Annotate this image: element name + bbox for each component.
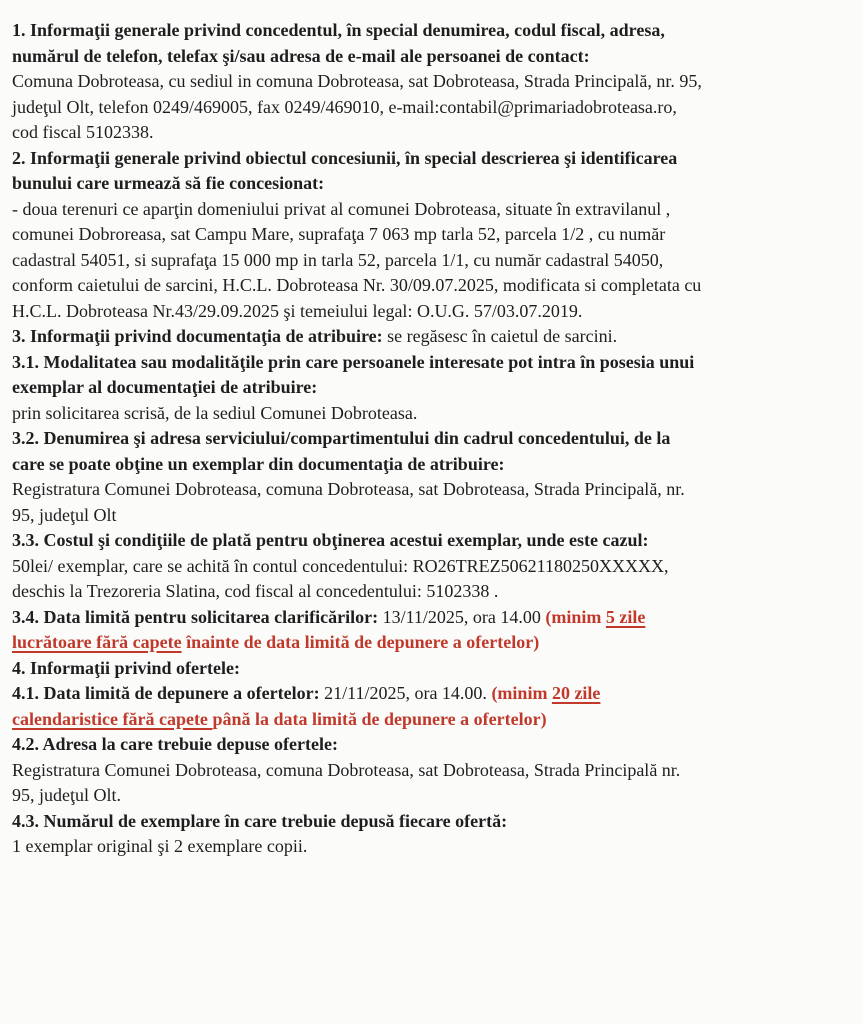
offer-deadline-note-underlined: 20 zile xyxy=(551,683,601,703)
section-2-heading-cont: bunului care urmează să fie concesionat: xyxy=(12,173,325,193)
section-4-2-text: Registratura Comunei Dobroteasa, comuna Dobroteasa, sat Dobroteasa, Strada Principală nr. xyxy=(12,759,681,780)
section-2-heading: 2. Informaţii generale privind obiectul concesiunii, în special descrierea şi identificarea xyxy=(12,147,678,168)
section-2-text: cadastral 54051, si suprafaţa 15 000 mp in tarla 52, parcela 1/1, cu număr cadastral 54050, xyxy=(12,249,664,270)
section-3-2-heading: 3.2. Denumirea şi adresa serviciului/compartimentului din cadrul concedentului, de la xyxy=(12,428,671,448)
section-4-3-text: 1 exemplar original şi 2 exemplare copii. xyxy=(12,836,308,856)
section-3-2-text: Registratura Comunei Dobroteasa, comuna Dobroteasa, sat Dobroteasa, Strada Principală, nr. xyxy=(12,479,685,499)
section-2-text: H.C.L. Dobroteasa Nr.43/29.09.2025 şi temeiului legal: O.U.G. 57/03.07.2019. xyxy=(12,300,583,321)
section-1-heading-cont: numărul de telefon, telefax şi/sau adresa de e-mail ale persoanei de contact: xyxy=(12,45,590,66)
section-4-2-heading: 4.2. Adresa la care trebuie depuse ofertele: xyxy=(12,734,338,754)
section-3-line xyxy=(12,324,857,350)
offer-deadline-note-underlined: calendaristice fără capete xyxy=(12,708,213,729)
document-body xyxy=(12,18,857,860)
section-3-1-heading: 3.1. Modalitatea sau modalităţile prin care persoanele interesate pot intra în posesia unui xyxy=(12,351,695,372)
section-1-heading: 1. Informaţii generale privind concedentul, în special denumirea, codul fiscal, adresa, xyxy=(12,20,665,40)
deadline-note-underlined: 5 zile xyxy=(605,606,646,627)
section-3-1-heading-cont: exemplar al documentaţiei de atribuire: xyxy=(12,377,318,397)
section-4-1-line xyxy=(12,681,857,707)
section-3-4-heading: 3.4. Data limită pentru solicitarea clarificărilor: xyxy=(12,606,379,627)
section-4-heading: 4. Informaţii privind ofertele: xyxy=(12,657,240,678)
deadline-note-underlined: lucrătoare fără capete xyxy=(12,632,182,652)
section-1-text: cod fiscal 5102338. xyxy=(12,122,154,142)
section-4-3-heading: 4.3. Numărul de exemplare în care trebuie depusă fiecare ofertă: xyxy=(12,810,508,831)
offer-deadline: 21/11/2025, ora 14.00. xyxy=(319,683,492,703)
section-3-4-line xyxy=(12,605,857,631)
section-3-2-text: 95, judeţul Olt xyxy=(12,504,117,525)
section-3-4-line-cont xyxy=(12,630,857,656)
section-2-text: conform caietului de sarcini, H.C.L. Dobroteasa Nr. 30/09.07.2025, modificata si completata cu xyxy=(12,275,702,295)
section-2-text: comunei Dobroreasa, sat Campu Mare, suprafaţa 7 063 mp tarla 52, parcela 1/2 , cu număr xyxy=(12,224,666,244)
offer-deadline-note: până la data limită de depunere a ofertelor) xyxy=(212,708,547,729)
clarification-deadline: 13/11/2025, ora 14.00 xyxy=(378,606,546,627)
section-3-heading: 3. Informaţii privind documentaţia de atribuire: xyxy=(12,326,383,346)
section-1-text: judeţul Olt, telefon 0249/469005, fax 0249/469010, e-mail:contabil@primariadobroteasa.ro, xyxy=(12,96,677,117)
section-1-text: Comuna Dobroteasa, cu sediul in comuna Dobroteasa, sat Dobroteasa, Strada Principală, nr. 95, xyxy=(12,71,702,91)
section-4-1-line-cont xyxy=(12,707,857,733)
offer-deadline-note: (minim xyxy=(491,683,552,703)
section-3-text: se regăsesc în caietul de sarcini. xyxy=(382,326,618,346)
section-3-2-heading-cont: care se poate obţine un exemplar din documentaţia de atribuire: xyxy=(12,453,505,474)
section-4-2-text: 95, judeţul Olt. xyxy=(12,785,121,805)
deadline-note: (minim xyxy=(545,606,606,627)
deadline-note: înainte de data limită de depunere a ofertelor) xyxy=(181,632,540,652)
section-2-text: - doua terenuri ce aparţin domeniului privat al comunei Dobroteasa, situate în extravilanul , xyxy=(12,198,671,219)
section-3-3-text: deschis la Trezoreria Slatina, cod fiscal al concedentului: 5102338 . xyxy=(12,581,499,601)
section-3-1-text: prin solicitarea scrisă, de la sediul Comunei Dobroteasa. xyxy=(12,402,418,423)
section-3-3-heading: 3.3. Costul şi condiţiile de plată pentru obţinerea acestui exemplar, unde este cazul: xyxy=(12,530,649,550)
section-3-3-text: 50lei/ exemplar, care se achită în contul concedentului: RO26TREZ50621180250XXXXX, xyxy=(12,555,669,576)
section-4-1-heading: 4.1. Data limită de depunere a ofertelor: xyxy=(12,683,320,703)
